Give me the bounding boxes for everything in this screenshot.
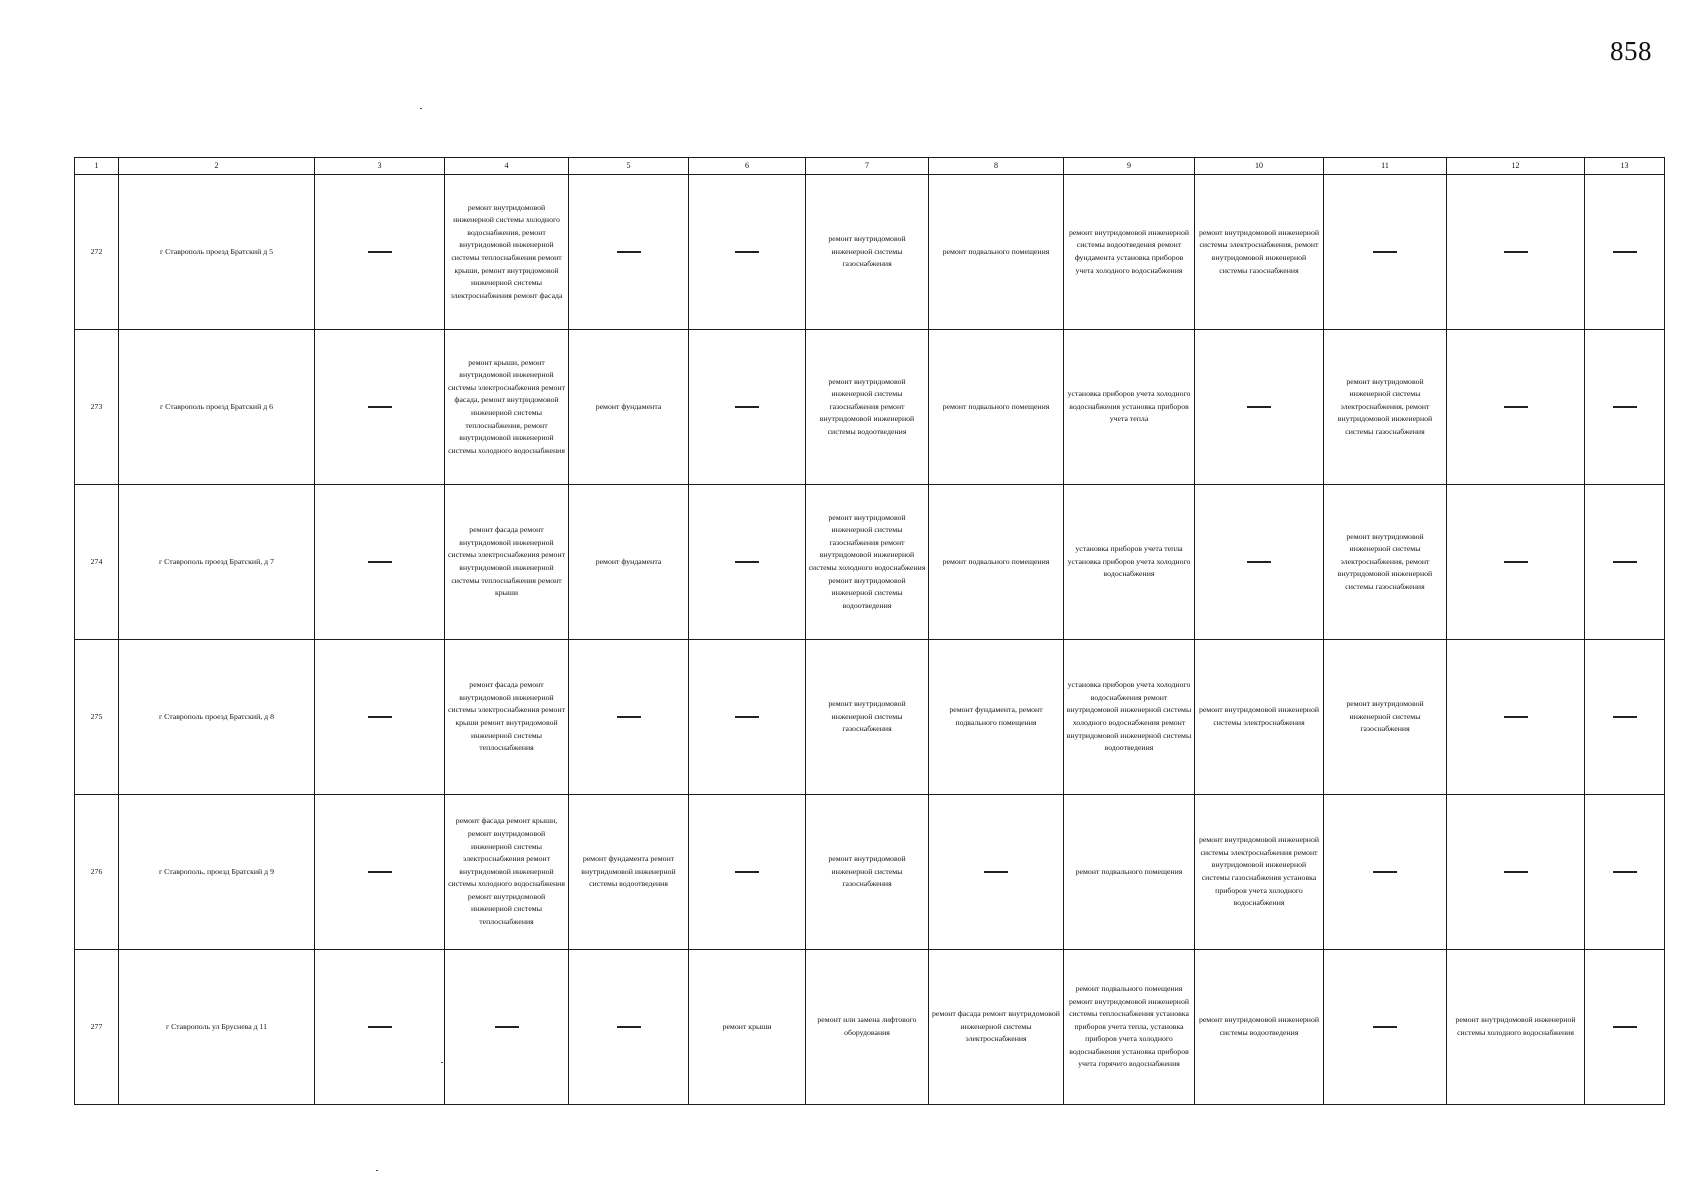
empty-dash	[984, 871, 1008, 872]
page-number: 858	[1610, 36, 1652, 66]
empty-dash	[368, 871, 392, 872]
empty-dash	[1613, 406, 1637, 407]
work-cell-col-8	[929, 795, 1064, 950]
work-cell-col-5: ремонт фундамента	[569, 330, 689, 485]
column-header: 3	[315, 158, 445, 175]
empty-dash	[368, 1026, 392, 1027]
work-cell-col-5: ремонт фундамента ремонт внутридомовой инженерной системы водоотведения	[569, 795, 689, 950]
empty-dash	[1613, 251, 1637, 252]
work-cell-col-7: ремонт внутридомовой инженерной системы газоснабжения	[806, 640, 929, 795]
table-row	[75, 795, 1665, 950]
table-row	[75, 330, 1665, 485]
work-cell-col-10: ремонт внутридомовой инженерной системы электроснабжения, ремонт внутридомовой инженерной системы газоснабжения	[1195, 175, 1324, 330]
work-cell-col-13	[1585, 950, 1665, 1105]
work-cell-col-3	[315, 175, 445, 330]
work-cell-col-9: установка приборов учета холодного водоснабжения установка приборов учета тепла	[1064, 330, 1195, 485]
work-cell-col-3	[315, 640, 445, 795]
work-cell-col-12: ремонт внутридомовой инженерной системы холодного водоснабжения	[1447, 950, 1585, 1105]
empty-dash	[1247, 406, 1271, 407]
empty-dash	[1373, 1026, 1397, 1027]
work-cell-col-5	[569, 640, 689, 795]
work-cell-col-11	[1324, 175, 1447, 330]
work-cell-col-6	[689, 795, 806, 950]
empty-dash	[735, 406, 759, 407]
work-cell-col-8: ремонт фундамента, ремонт подвального помещения	[929, 640, 1064, 795]
empty-dash	[1504, 406, 1528, 407]
work-cell-col-5	[569, 950, 689, 1105]
work-cell-col-9: ремонт подвального помещения ремонт внутридомовой инженерной системы теплоснабжения установка приборов учета тепла, установка приборов учета холодного водоснабжения установка приборов учета горячего водоснабжения	[1064, 950, 1195, 1105]
empty-dash	[368, 251, 392, 252]
work-cell-col-13	[1585, 640, 1665, 795]
empty-dash	[735, 716, 759, 717]
empty-dash	[1613, 561, 1637, 562]
empty-dash	[735, 251, 759, 252]
address-cell: г Ставрополь проезд Братский д 5	[119, 175, 315, 330]
work-cell-col-9: ремонт внутридомовой инженерной системы водоотведения ремонт фундамента установка приборов учета холодного водоснабжения	[1064, 175, 1195, 330]
work-cell-col-5: ремонт фундамента	[569, 485, 689, 640]
work-cell-col-7: ремонт внутридомовой инженерной системы газоснабжения	[806, 175, 929, 330]
work-cell-col-7: ремонт или замена лифтового оборудования	[806, 950, 929, 1105]
work-cell-col-13	[1585, 485, 1665, 640]
work-cell-col-7: ремонт внутридомовой инженерной системы газоснабжения	[806, 795, 929, 950]
address-cell: г Ставрополь, проезд Братский д 9	[119, 795, 315, 950]
empty-dash	[1504, 251, 1528, 252]
work-cell-col-3	[315, 950, 445, 1105]
work-cell-col-13	[1585, 175, 1665, 330]
work-cell-col-7: ремонт внутридомовой инженерной системы газоснабжения ремонт внутридомовой инженерной системы холодного водоснабжения ремонт внутридомовой инженерной системы водоотведения	[806, 485, 929, 640]
empty-dash	[617, 251, 641, 252]
work-cell-col-8: ремонт подвального помещения	[929, 175, 1064, 330]
empty-dash	[1613, 871, 1637, 872]
work-cell-col-13	[1585, 330, 1665, 485]
column-header: 1	[75, 158, 119, 175]
address-cell: г Ставрополь проезд Братский д 6	[119, 330, 315, 485]
empty-dash	[735, 561, 759, 562]
column-header: 4	[445, 158, 569, 175]
empty-dash	[1613, 716, 1637, 717]
empty-dash	[1373, 871, 1397, 872]
empty-dash	[1373, 251, 1397, 252]
work-cell-col-12	[1447, 485, 1585, 640]
work-cell-col-5	[569, 175, 689, 330]
work-cell-col-4	[445, 950, 569, 1105]
empty-dash	[1247, 561, 1271, 562]
work-cell-col-6: ремонт крыши	[689, 950, 806, 1105]
work-cell-col-13	[1585, 795, 1665, 950]
work-cell-col-3	[315, 795, 445, 950]
work-cell-col-10: ремонт внутридомовой инженерной системы электроснабжения	[1195, 640, 1324, 795]
work-cell-col-4: ремонт крыши, ремонт внутридомовой инженерной системы электроснабжения ремонт фасада, ремонт внутридомовой инженерной системы теплоснабжения, ремонт внутридомовой инженерной системы холодного водоснабжения	[445, 330, 569, 485]
scan-speck	[420, 108, 422, 109]
work-cell-col-4: ремонт фасада ремонт внутридомовой инженерной системы электроснабжения ремонт внутридомовой инженерной системы теплоснабжения ремонт крыши	[445, 485, 569, 640]
work-cell-col-10	[1195, 485, 1324, 640]
work-cell-col-6	[689, 330, 806, 485]
work-cell-col-8: ремонт подвального помещения	[929, 485, 1064, 640]
scan-speck	[376, 1170, 378, 1171]
work-cell-col-12	[1447, 175, 1585, 330]
table-row	[75, 640, 1665, 795]
empty-dash	[1613, 1026, 1637, 1027]
row-number: 275	[75, 640, 119, 795]
column-number-header	[75, 158, 1665, 175]
table-row	[75, 175, 1665, 330]
column-header: 10	[1195, 158, 1324, 175]
work-cell-col-6	[689, 175, 806, 330]
work-cell-col-4: ремонт внутридомовой инженерной системы холодного водоснабжения, ремонт внутридомовой инженерной системы теплоснабжения ремонт крыши, ремонт внутридомовой инженерной системы электроснабжения ремонт фасада	[445, 175, 569, 330]
column-header: 6	[689, 158, 806, 175]
address-cell: г Ставрополь проезд Братский, д 7	[119, 485, 315, 640]
column-header: 7	[806, 158, 929, 175]
work-cell-col-11: ремонт внутридомовой инженерной системы электроснабжения, ремонт внутридомовой инженерной системы газоснабжения	[1324, 485, 1447, 640]
column-header: 2	[119, 158, 315, 175]
empty-dash	[735, 871, 759, 872]
work-cell-col-3	[315, 485, 445, 640]
work-cell-col-8: ремонт подвального помещения	[929, 330, 1064, 485]
table-row	[75, 950, 1665, 1105]
work-cell-col-4: ремонт фасада ремонт внутридомовой инженерной системы электроснабжения ремонт крыши ремонт внутридомовой инженерной системы теплоснабжения	[445, 640, 569, 795]
empty-dash	[617, 716, 641, 717]
work-cell-col-12	[1447, 330, 1585, 485]
column-header: 8	[929, 158, 1064, 175]
row-number: 272	[75, 175, 119, 330]
column-header: 9	[1064, 158, 1195, 175]
work-cell-col-11	[1324, 950, 1447, 1105]
work-cell-col-10	[1195, 330, 1324, 485]
empty-dash	[1504, 716, 1528, 717]
column-header: 13	[1585, 158, 1665, 175]
work-cell-col-12	[1447, 795, 1585, 950]
work-cell-col-9: ремонт подвального помещения	[1064, 795, 1195, 950]
empty-dash	[368, 406, 392, 407]
address-cell: г Ставрополь проезд Братский, д 8	[119, 640, 315, 795]
work-cell-col-9: установка приборов учета тепла установка приборов учета холодного водоснабжения	[1064, 485, 1195, 640]
work-cell-col-10: ремонт внутридомовой инженерной системы электроснабжения ремонт внутридомовой инженерной системы газоснабжения установка приборов учета холодного водоснабжения	[1195, 795, 1324, 950]
work-cell-col-6	[689, 640, 806, 795]
work-cell-col-7: ремонт внутридомовой инженерной системы газоснабжения ремонт внутридомовой инженерной системы водоотведения	[806, 330, 929, 485]
row-number: 274	[75, 485, 119, 640]
empty-dash	[368, 716, 392, 717]
empty-dash	[1504, 561, 1528, 562]
work-cell-col-3	[315, 330, 445, 485]
empty-dash	[1504, 871, 1528, 872]
address-cell: г Ставрополь ул Бруснева д 11	[119, 950, 315, 1105]
empty-dash	[617, 1026, 641, 1027]
work-cell-col-10: ремонт внутридомовой инженерной системы водоотведения	[1195, 950, 1324, 1105]
row-number: 276	[75, 795, 119, 950]
table-row	[75, 485, 1665, 640]
work-cell-col-4: ремонт фасада ремонт крыши, ремонт внутридомовой инженерной системы электроснабжения ремонт внутридомовой инженерной системы холодного водоснабжения ремонт внутридомовой инженерной системы теплоснабжения	[445, 795, 569, 950]
column-header: 12	[1447, 158, 1585, 175]
column-header: 11	[1324, 158, 1447, 175]
work-cell-col-9: установка приборов учета холодного водоснабжения ремонт внутридомовой инженерной системы холодного водоснабжения ремонт внутридомовой инженерной системы водоотведения	[1064, 640, 1195, 795]
work-cell-col-11: ремонт внутридомовой инженерной системы газоснабжения	[1324, 640, 1447, 795]
row-number: 277	[75, 950, 119, 1105]
work-cell-col-11: ремонт внутридомовой инженерной системы электроснабжения, ремонт внутридомовой инженерной системы газоснабжения	[1324, 330, 1447, 485]
work-cell-col-12	[1447, 640, 1585, 795]
empty-dash	[368, 561, 392, 562]
empty-dash	[495, 1026, 519, 1027]
work-cell-col-11	[1324, 795, 1447, 950]
work-cell-col-8: ремонт фасада ремонт внутридомовой инженерной системы электроснабжения	[929, 950, 1064, 1105]
work-cell-col-6	[689, 485, 806, 640]
column-header: 5	[569, 158, 689, 175]
repair-schedule-table	[74, 157, 1665, 1105]
row-number: 273	[75, 330, 119, 485]
